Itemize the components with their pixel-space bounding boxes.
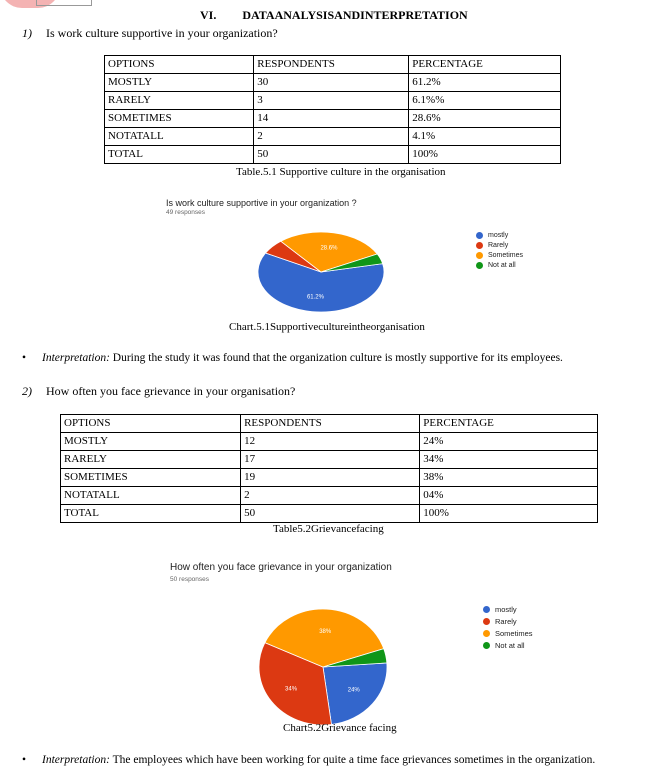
table-cell: NOTATALL — [61, 487, 241, 505]
table-header-cell: RESPONDENTS — [241, 415, 420, 433]
table-row — [61, 487, 598, 505]
pie-data-label: 61.2% — [306, 294, 324, 301]
chart-title-1: Is work culture supportive in your organization ? — [166, 198, 357, 208]
question-text: Is work culture supportive in your organization? — [46, 26, 278, 40]
bullet-icon: • — [22, 352, 27, 364]
table-cell: 4.1% — [409, 128, 561, 146]
table-header-cell: OPTIONS — [61, 415, 241, 433]
table-cell: 12 — [241, 433, 420, 451]
table-header-row — [105, 56, 561, 74]
table-cell: TOTAL — [61, 505, 241, 523]
section-heading — [200, 8, 468, 23]
question-1 — [22, 26, 278, 41]
table-row — [105, 128, 561, 146]
table-row — [105, 146, 561, 164]
table-cell: 19 — [241, 469, 420, 487]
legend-swatch — [483, 642, 490, 649]
table-cell: 28.6% — [409, 110, 561, 128]
table-caption-2: Table5.2Grievancefacing — [273, 523, 384, 535]
question-number: 1) — [22, 26, 32, 40]
table-header-cell: RESPONDENTS — [254, 56, 409, 74]
table-cell: 2 — [241, 487, 420, 505]
table-header-row — [61, 415, 598, 433]
pie-data-label: 28.6% — [320, 245, 338, 252]
table-row — [105, 110, 561, 128]
legend-swatch — [476, 262, 483, 269]
legend-item-rarely: Rarely — [483, 615, 533, 627]
chart-legend-2 — [483, 603, 533, 651]
legend-item-notatall: Not at all — [476, 260, 523, 270]
interpretation-2 — [22, 754, 595, 766]
legend-swatch — [483, 630, 490, 637]
table-row — [61, 433, 598, 451]
table-cell: 17 — [241, 451, 420, 469]
legend-item-sometimes: Sometimes — [483, 627, 533, 639]
interpretation-text: During the study it was found that the organization culture is mostly supportive for its employees. — [109, 352, 563, 364]
table-header-cell: PERCENTAGE — [409, 56, 561, 74]
table-cell: 38% — [420, 469, 598, 487]
table-cell: 24% — [420, 433, 598, 451]
table-row — [61, 469, 598, 487]
table-cell: 34% — [420, 451, 598, 469]
table-cell: 50 — [254, 146, 409, 164]
data-table-2 — [60, 414, 598, 523]
interpretation-label: Interpretation: — [42, 352, 110, 364]
table-cell: MOSTLY — [61, 433, 241, 451]
interpretation-1 — [22, 352, 563, 364]
table-header-cell: PERCENTAGE — [420, 415, 598, 433]
decorative-box — [36, 0, 92, 6]
legend-swatch — [476, 252, 483, 259]
bullet-icon: • — [22, 754, 27, 766]
table-cell: MOSTLY — [105, 74, 254, 92]
table-cell: 50 — [241, 505, 420, 523]
table-cell: 2 — [254, 128, 409, 146]
pie-chart-1 — [240, 220, 400, 320]
table-caption-1: Table.5.1 Supportive culture in the organisation — [236, 166, 446, 178]
chart-caption-1: Chart.5.1Supportivecultureintheorganisation — [229, 321, 425, 333]
table-cell: 04% — [420, 487, 598, 505]
chart-title-2: How often you face grievance in your organization — [170, 562, 392, 573]
section-title: DATAANALYSISANDINTERPRETATION — [242, 8, 468, 22]
table-row — [61, 505, 598, 523]
table-cell: 14 — [254, 110, 409, 128]
legend-item-mostly: mostly — [483, 603, 533, 615]
table-cell: SOMETIMES — [105, 110, 254, 128]
legend-swatch — [476, 242, 483, 249]
interpretation-label: Interpretation: — [42, 754, 110, 766]
data-table-1 — [104, 55, 561, 164]
table-cell: 3 — [254, 92, 409, 110]
table-cell: 6.1%% — [409, 92, 561, 110]
table-row — [105, 92, 561, 110]
legend-item-sometimes: Sometimes — [476, 250, 523, 260]
table-row — [105, 74, 561, 92]
table-cell: 30 — [254, 74, 409, 92]
question-number: 2) — [22, 384, 32, 398]
table-cell: RARELY — [105, 92, 254, 110]
table-cell: NOTATALL — [105, 128, 254, 146]
legend-swatch — [483, 606, 490, 613]
table-cell: 61.2% — [409, 74, 561, 92]
table-cell: 100% — [409, 146, 561, 164]
table-cell: RARELY — [61, 451, 241, 469]
table-cell: TOTAL — [105, 146, 254, 164]
section-number: VI. — [200, 8, 217, 22]
question-2 — [22, 384, 295, 399]
chart-legend-1 — [476, 230, 523, 270]
question-text: How often you face grievance in your organisation? — [46, 384, 296, 398]
chart-caption-2: Chart5.2Grievance facing — [283, 722, 397, 734]
table-row — [61, 451, 598, 469]
legend-swatch — [476, 232, 483, 239]
pie-chart-2 — [240, 595, 410, 725]
table-header-cell: OPTIONS — [105, 56, 254, 74]
legend-swatch — [483, 618, 490, 625]
interpretation-text: The employees which have been working for quite a time face grievances sometimes in the organization. — [109, 754, 596, 766]
chart-subtitle-2: 50 responses — [170, 576, 210, 583]
legend-item-mostly: mostly — [476, 230, 523, 240]
table-cell: 100% — [420, 505, 598, 523]
pie-data-label: 38% — [319, 629, 332, 636]
legend-item-rarely: Rarely — [476, 240, 523, 250]
legend-item-notatall: Not at all — [483, 639, 533, 651]
pie-data-label: 24% — [347, 687, 360, 694]
chart-subtitle-1: 49 responses — [166, 209, 206, 216]
pie-data-label: 34% — [285, 686, 298, 693]
table-cell: SOMETIMES — [61, 469, 241, 487]
